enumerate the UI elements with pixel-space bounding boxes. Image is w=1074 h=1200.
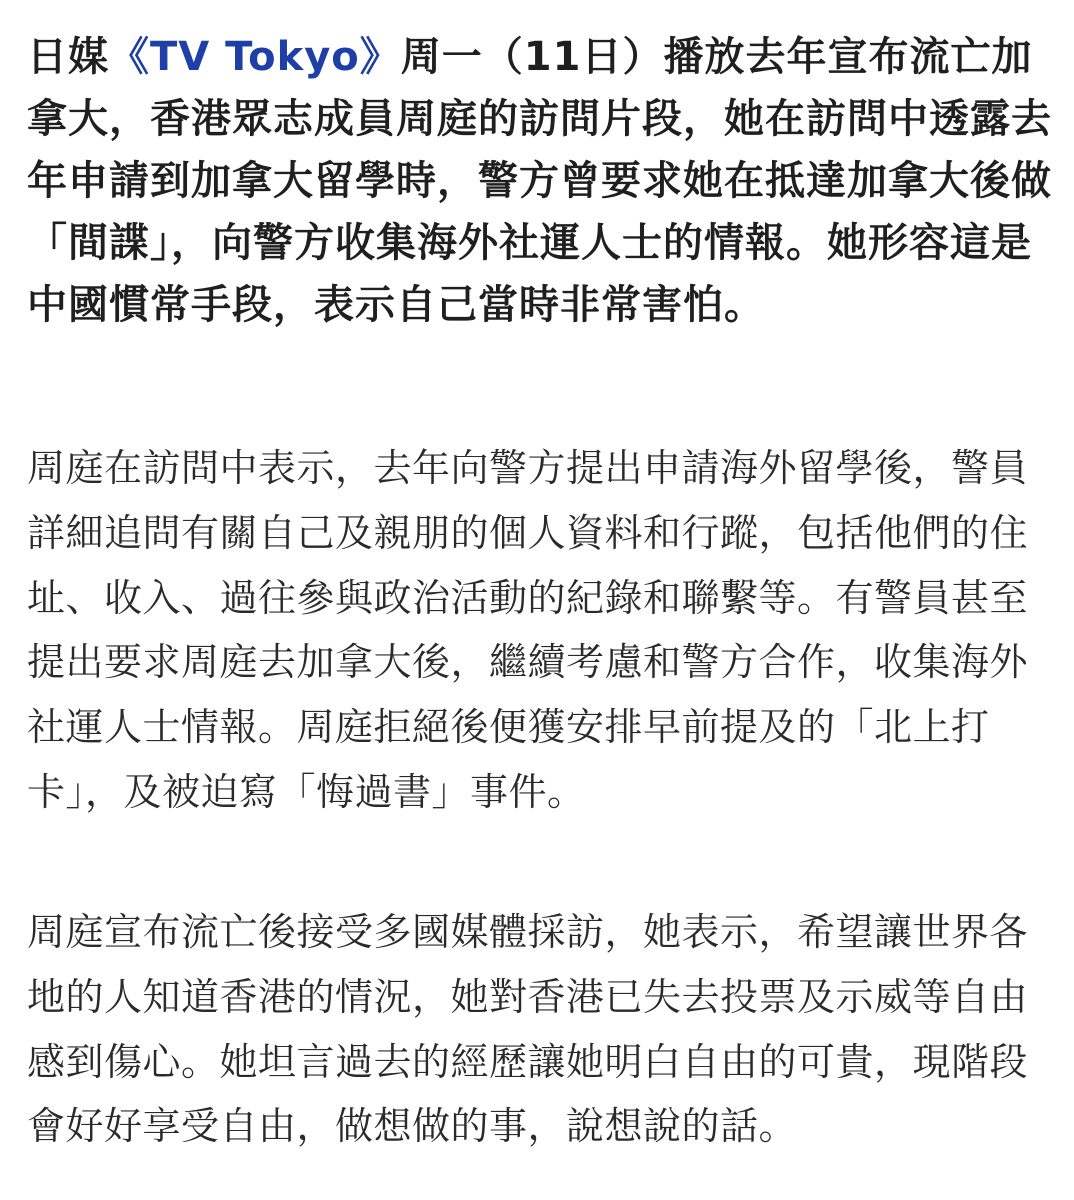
- lead-prefix: 日媒: [27, 34, 109, 80]
- article-body: [27, 26, 1052, 1149]
- body-paragraph-2: 周庭宣布流亡後接受多國媒體採訪，她表示，希望讓世界各地的人知道香港的情況，她對香港已失去投票及示威等自由感到傷心。她坦言過去的經歷讓她明白自由的可貴，現階段會好好享受自由，做想做的事，說想說的話。: [27, 910, 1029, 1149]
- body-paragraph-1: 周庭在訪問中表示，去年向警方提出申請海外留學後，警員詳細追問有關自己及親朋的個人資料和行蹤，包括他們的住址、收入、過往參與政治活動的紀錄和聯繫等。有警員甚至提出要求周庭去加拿大後，繼續考慮和警方合作，收集海外社運人士情報。周庭拒絕後便獲安排早前提及的「北上打卡」，及被迫寫「悔過書」事件。: [27, 446, 1029, 814]
- lead-text: 周一（11日）播放去年宣布流亡加拿大，香港眾志成員周庭的訪問片段，她在訪問中透露去年申請到加拿大留學時，警方曾要求她在抵達加拿大後做「間諜」，向警方收集海外社運人士的情報。她形容這是中國慣常手段，表示自己當時非常害怕。: [27, 34, 1052, 328]
- tv-tokyo-link[interactable]: 《TV Tokyo》: [109, 34, 401, 80]
- lead-paragraph: [27, 26, 1052, 336]
